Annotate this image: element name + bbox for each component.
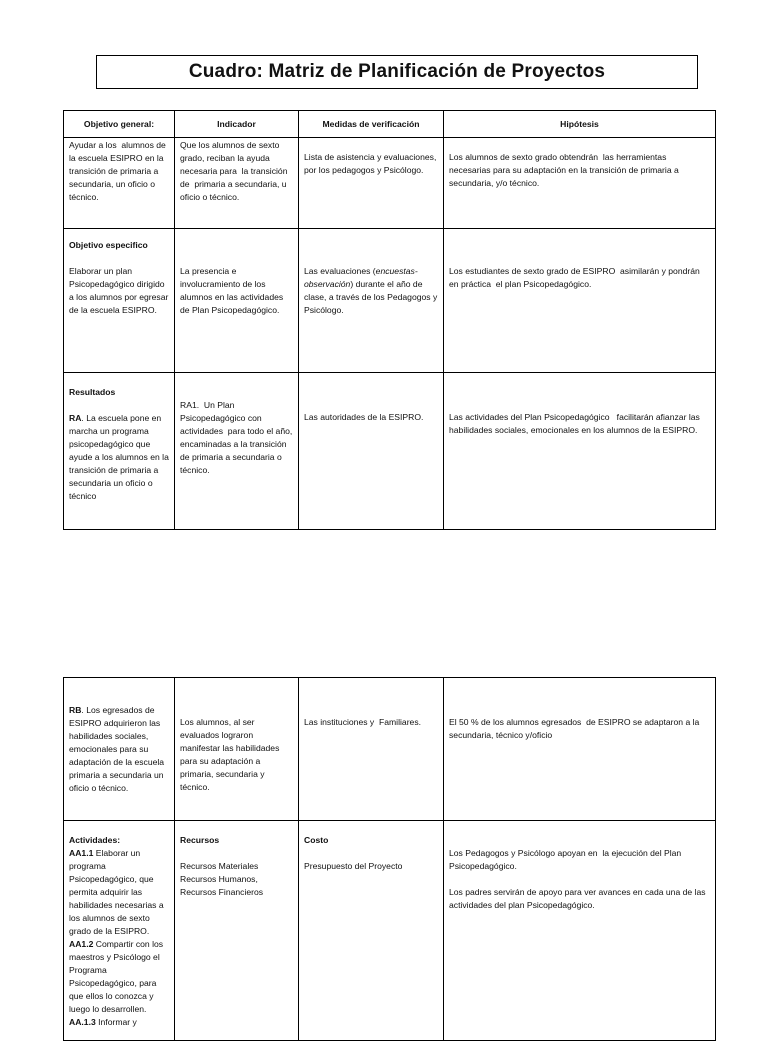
cell-objetivo-general: [64, 138, 175, 229]
cell-text: Las instituciones y Familiares.: [304, 717, 422, 727]
cell-text: Presupuesto del Proyecto: [304, 861, 403, 871]
section-heading: Recursos: [180, 835, 220, 845]
cell-text-italic: encuestas-observación: [304, 266, 418, 289]
cell-indicador: [175, 229, 299, 373]
cell-text: Los alumnos, al ser evaluados lograron manifestar las habilidades para su adaptación a primaria, secundaria y técnico.: [180, 717, 282, 792]
cell-actividades: [64, 821, 175, 1041]
header-medidas: Medidas de verificación: [299, 111, 444, 138]
cell-hipotesis: [444, 821, 716, 1041]
cell-text: Los estudiantes de sexto grado de ESIPRO asimilarán y pondrán en práctica el plan Psicopedagógico.: [449, 266, 703, 289]
cell-text: Los Pedagogos y Psicólogo apoyan en la ejecución del Plan Psicopedagógico.: [449, 848, 684, 871]
cell-indicador: [175, 678, 299, 821]
cell-indicador: [175, 373, 299, 530]
cell-resultados: [64, 373, 175, 530]
cell-objetivo-especifico: [64, 229, 175, 373]
planning-matrix-table-bottom: [63, 677, 716, 1041]
table-row: [64, 678, 716, 821]
page-title: [96, 55, 698, 89]
cell-hipotesis: [444, 229, 716, 373]
cell-text: Las autoridades de la ESIPRO.: [304, 412, 424, 422]
activity-label: AA1.1: [69, 848, 94, 858]
section-heading: Actividades:: [69, 835, 121, 845]
cell-text: Informar y: [95, 1017, 137, 1027]
cell-text: ) durante el año de clase, a través de los Pedagogos y Psicólogo.: [304, 279, 438, 315]
section-heading: Costo: [304, 835, 329, 845]
cell-text: Los padres servirán de apoyo para ver avances en cada una de las actividades del plan Psicopedagógico.: [449, 887, 708, 910]
activity-label: AA.1.3: [69, 1017, 96, 1027]
cell-medidas: [299, 229, 444, 373]
section-heading: Objetivo especifico: [69, 240, 148, 250]
table-header-row: [64, 111, 716, 138]
table-row: [64, 373, 716, 530]
cell-text: Los alumnos de sexto grado obtendrán las herramientas necesarias para su adaptación en la transición de primaria a secundaria, y/o técnico.: [449, 152, 682, 188]
cell-text: Las actividades del Plan Psicopedagógico facilitarán afianzar las habilidades sociales, emocionales en los alumnos de la ESIPRO.: [449, 412, 703, 435]
header-objetivo-general: Objetivo general:: [64, 111, 175, 138]
cell-text: Elaborar un plan Psicopedagógico dirigido a los alumnos por egresar de la escuela ESIPRO.: [69, 266, 171, 315]
cell-medidas: [299, 138, 444, 229]
cell-text: Lista de asistencia y evaluaciones, por los pedagogos y Psicólogo.: [304, 152, 439, 175]
cell-text: El 50 % de los alumnos egresados de ESIPRO se adaptaron a la secundaria, técnico y/oficio: [449, 717, 702, 740]
cell-text: Ayudar a los alumnos de la escuela ESIPRO en la transición de primaria a secundaria, un oficio o técnico.: [69, 140, 169, 202]
header-hipotesis: Hipótesis: [444, 111, 716, 138]
cell-text: La presencia e involucramiento de los alumnos en las actividades de Plan Psicopedagógico.: [180, 266, 286, 315]
cell-text: . Los egresados de ESIPRO adquirieron las habilidades sociales, emocionales para su adaptación de la escuela primaria a secundaria un oficio o técnico.: [69, 705, 165, 793]
list-item: Recursos Materiales: [180, 861, 259, 871]
page-title-text: Cuadro: Matriz de Planificación de Proyectos: [188, 61, 606, 82]
list-item: Recursos Humanos,: [180, 874, 258, 884]
table-row: [64, 229, 716, 373]
cell-hipotesis: [444, 138, 716, 229]
cell-text: RA1. Un Plan Psicopedagógico con actividades para todo el año, encaminadas a la transición de primaria a secundaria o técnico.: [180, 400, 298, 475]
section-heading: Resultados: [69, 387, 116, 397]
result-label: RB: [69, 705, 82, 715]
cell-indicador: [175, 138, 299, 229]
cell-costo: [299, 821, 444, 1041]
cell-recursos: [175, 821, 299, 1041]
result-label: RA: [69, 413, 82, 423]
cell-medidas: [299, 678, 444, 821]
header-indicador: Indicador: [175, 111, 299, 138]
activity-label: AA1.2: [69, 939, 94, 949]
cell-hipotesis: [444, 373, 716, 530]
list-item: Recursos Financieros: [180, 887, 264, 897]
cell-text: Que los alumnos de sexto grado, reciban la ayuda necesaria para la transición de primaria a secundaria, u oficio o técnico.: [180, 140, 290, 202]
cell-text: Las evaluaciones (: [304, 266, 376, 276]
cell-medidas: [299, 373, 444, 530]
table-row: [64, 821, 716, 1041]
cell-text: . La escuela pone en marcha un programa psicopedagógico que ayude a los alumnos en la transición de primaria a secundaria un oficio o técnico: [69, 413, 169, 501]
planning-matrix-table-top: [63, 110, 716, 530]
cell-hipotesis: [444, 678, 716, 821]
cell-resultado-rb: [64, 678, 175, 821]
table-row: [64, 138, 716, 229]
cell-text: Elaborar un programa Psicopedagógico, que permita adquirir las habilidades necesarias a los alumnos de sexto grado de la ESIPRO.: [69, 848, 164, 936]
cell-text: Compartir con los maestros y Psicólogo el Programa Psicopedagógico, para que ellos lo conozca y luego lo desarrollen.: [69, 939, 164, 1014]
